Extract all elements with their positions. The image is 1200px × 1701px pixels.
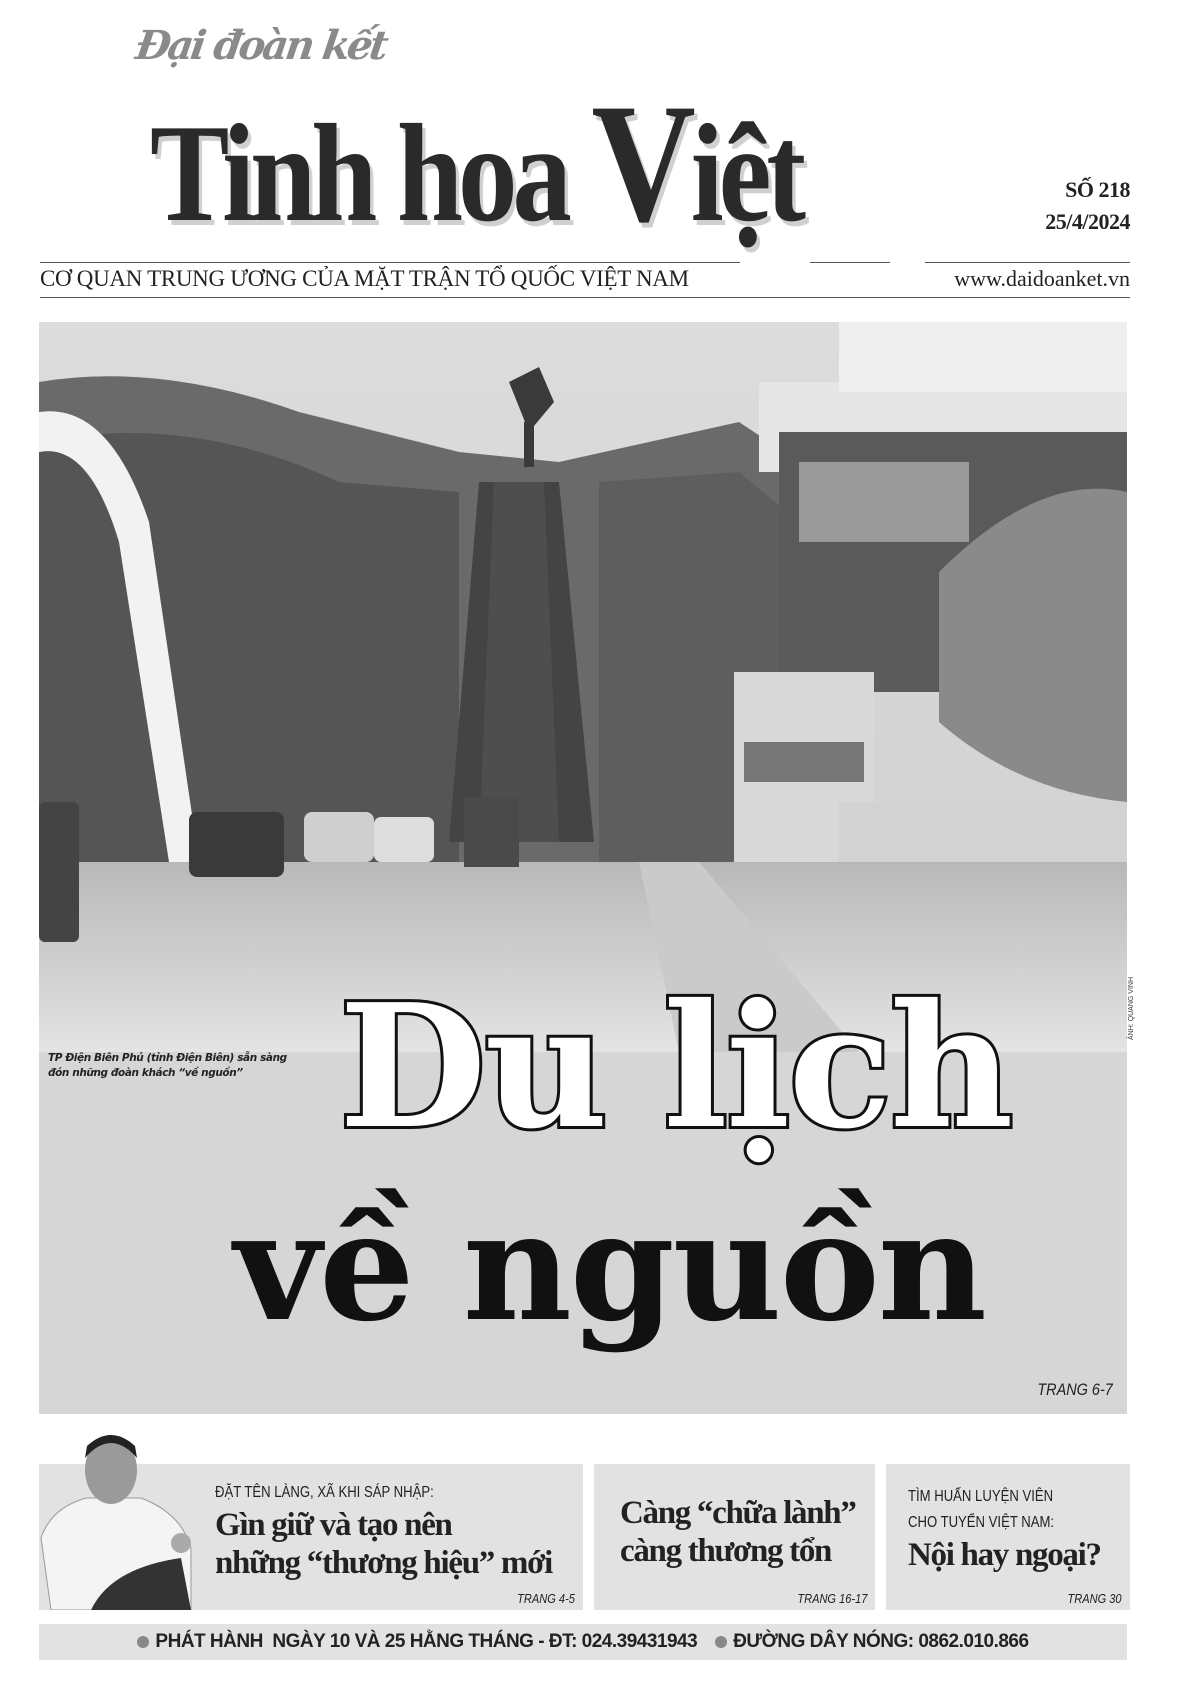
issue-date: 25/4/2024 xyxy=(1045,209,1130,234)
publish-info: PHÁT HÀNH NGÀY 10 VÀ 25 HẰNG THÁNG - ĐT: 024.39431943 xyxy=(155,1631,698,1652)
masthead-part2: iệt xyxy=(690,96,801,251)
story-title: những “thương hiệu” mới xyxy=(215,1545,552,1581)
hero-section xyxy=(39,322,1127,1414)
bullet-icon xyxy=(137,1636,149,1648)
photo-caption xyxy=(48,1051,287,1081)
caption-line: TP Điện Biên Phủ (tỉnh Điện Biên) sẵn sàng xyxy=(48,1052,287,1064)
story-kicker: CHO TUYỂN VIỆT NAM: xyxy=(908,1514,1055,1531)
story-title: Nội hay ngoại? xyxy=(908,1537,1101,1573)
tagline: CƠ QUAN TRUNG ƯƠNG CỦA MẶT TRẬN TỔ QUỐC VIỆT NAM xyxy=(40,266,689,291)
story-title: Gìn giữ và tạo nên xyxy=(215,1507,452,1543)
masthead-part1: Tinh hoa xyxy=(150,96,592,251)
website-link[interactable]: www.daidoanket.vn xyxy=(954,266,1130,291)
top-rule xyxy=(810,262,890,263)
story-box-3[interactable] xyxy=(886,1464,1130,1610)
car xyxy=(189,812,284,877)
top-rule xyxy=(925,262,1130,263)
masthead-big-letter: V xyxy=(591,69,691,257)
dai-doan-ket-logo: Đại đoàn kết xyxy=(132,22,389,69)
photo-credit: ẢNH: QUANG VINH xyxy=(1128,976,1135,1040)
footer-bar xyxy=(39,1624,1127,1660)
story-box-1[interactable] xyxy=(39,1464,583,1610)
story-kicker: ĐẶT TÊN LÀNG, XÃ KHI SÁP NHẬP: xyxy=(215,1484,434,1501)
bottom-rule xyxy=(40,297,1130,298)
story-box-2[interactable] xyxy=(594,1464,875,1610)
caption-line: đón những đoàn khách “về nguồn” xyxy=(48,1067,243,1079)
headline-line1: Du lịch xyxy=(339,967,1012,1167)
masthead-title xyxy=(150,69,801,257)
story-title: càng thương tổn xyxy=(620,1533,832,1569)
page-reference: TRANG 4-5 xyxy=(517,1591,575,1606)
page-reference: TRANG 6-7 xyxy=(1037,1380,1113,1399)
page-reference: TRANG 30 xyxy=(1067,1591,1122,1606)
top-rule xyxy=(40,262,740,263)
issue-number: SỐ 218 xyxy=(1065,177,1130,202)
hotline-info: ĐƯỜNG DÂY NÓNG: 0862.010.866 xyxy=(733,1631,1029,1652)
story-title: Càng “chữa lành” xyxy=(620,1495,856,1531)
story-kicker: TÌM HUẤN LUYỆN VIÊN xyxy=(908,1488,1054,1505)
bullet-icon xyxy=(715,1636,727,1648)
headline-line2: về nguồn xyxy=(234,1179,985,1355)
page-reference: TRANG 16-17 xyxy=(796,1591,867,1606)
hero-photo xyxy=(39,322,1127,1052)
portrait-photo xyxy=(31,1428,201,1610)
